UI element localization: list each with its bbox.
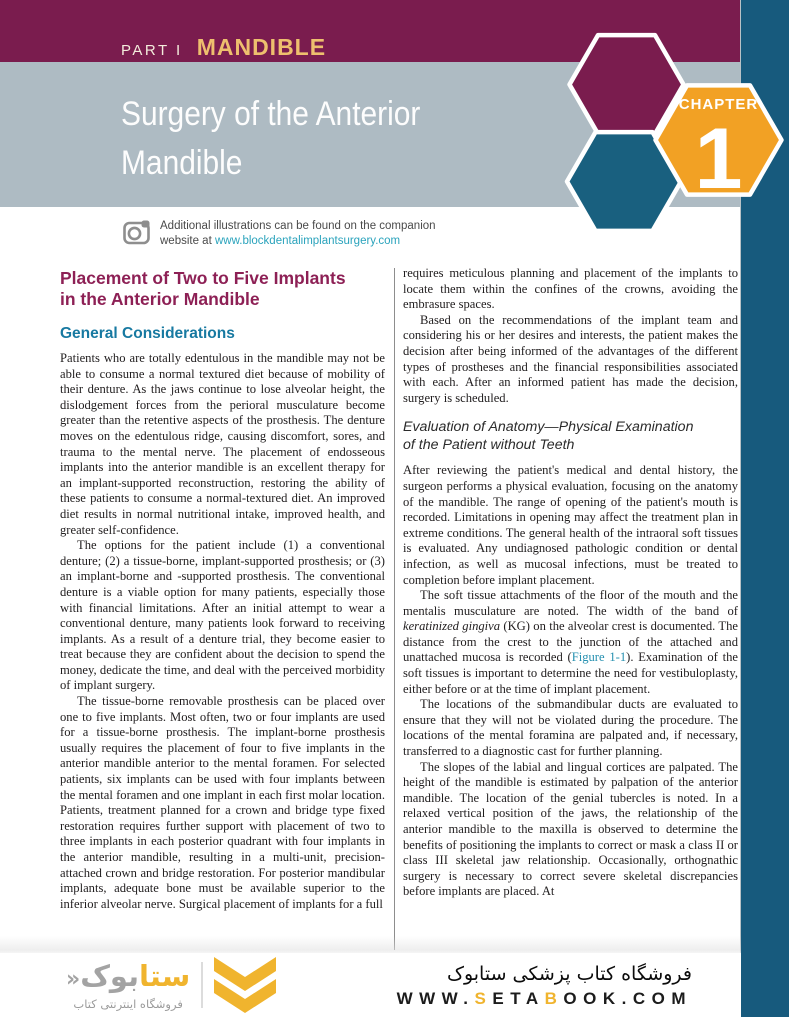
paragraph: requires meticulous planning and placement of the implants to locate them within the confines of the crowns, avoiding the embrasure spaces. <box>403 266 738 312</box>
footer-store-info <box>397 953 692 1017</box>
subsection-heading-evaluation-of-anatomy <box>403 419 738 454</box>
chapter-number: 1 <box>694 111 743 207</box>
paragraph: After reviewing the patient's medical and dental history, the surgeon performs a physical evaluation, focusing on the anatomy of the mandible. The range of opening of the patient's mouth is recorded. Limitations in opening may affect the treatment plan in extreme conditions. The general health of the intraoral soft tissues is evaluated. Any undiagnosed pathologic condition or dental infection, as well as mucosal infections, must be treated to completion before implant placement. <box>403 463 738 587</box>
store-title-farsi: فروشگاه کتاب پزشکی ستابوک <box>446 962 692 985</box>
paragraph: Based on the recommendations of the implant team and considering his or her desires and interests, the patient makes the decision after being informed of the advantages of the different types of prostheses and the financial responsibilities associated with each. After an informed patient has made the decision, surgery is scheduled. <box>403 312 738 405</box>
logo-wordmark <box>66 960 190 996</box>
part-line <box>121 34 326 61</box>
paragraph-text: (KG) on the alveolar crest is documented. The distance from the crest to the junction of the attached and unattached mucosa is recorded ( <box>403 619 738 665</box>
paragraph-text: The soft tissue attachments of the floor of the mouth and the mentalis musculature are noted. The width of the band of <box>403 588 738 618</box>
paragraph: The options for the patient include (1) a conventional denture; (2) a tissue-borne, implant-supported prosthesis; or (3) an implant-borne and -supported prosthesis. The conventional denture is a viable option for many patients, especially those with financial limitations. After an initial attempt to wear a conventional denture, many patients look forward to receiving implants. As a result of a denture trial, they become easier to treat because they are confident about the decision to spend the money, dedicate the time, and deal with the perceived morbidity of implant surgery. <box>60 538 385 693</box>
section-heading <box>60 268 385 310</box>
subsection-heading-general-considerations: General Considerations <box>60 325 235 342</box>
url-segment: OOK.COM <box>563 988 692 1008</box>
url-segment-accent: B <box>544 988 564 1008</box>
column-divider <box>394 268 395 950</box>
logo-word-first: ستا <box>138 958 191 993</box>
paragraph: The locations of the submandibular ducts are evaluated to ensure that they will not be violated during the procedure. The locations of the mental foramina are palpated and, if necessary, transferred to a diagnostic cast for further planning. <box>403 697 738 759</box>
article-body <box>60 266 738 950</box>
hexagon-cluster <box>550 20 789 245</box>
paragraph: The slopes of the labial and lingual cortices are palpated. The height of the mandible is estimated by palpation of the anterior mandible. The location of the genial tubercles is noted. In a relaxed vertical position of the jaws, the relationship of the anterior mandible to the maxilla is observed to determine the benefits of positioning the implants to correct or mask a class II or class III skeletal jaw relationship. Occasionally, orthognathic surgery is necessary to correct severe skeletal discrepancies before implants are placed. At <box>403 759 738 899</box>
logo-word-second: بوک <box>80 958 139 993</box>
page-title-line2: Mandible <box>121 144 243 182</box>
logo-wordmark-block <box>66 960 190 1011</box>
paragraph <box>403 588 738 697</box>
left-column <box>60 266 385 950</box>
paragraph-text: ). Examination of the soft tissues is important to determine the need for vestibuloplasty, either before or at the time of implant placement. <box>403 650 738 696</box>
part-label: PART I <box>121 42 183 59</box>
right-column <box>403 266 738 950</box>
page-title-line1: Surgery of the Anterior <box>121 95 421 133</box>
companion-website-link[interactable]: www.blockdentalimplantsurgery.com <box>214 234 401 247</box>
url-segment: WWW. <box>396 988 475 1008</box>
camera-icon <box>123 219 151 245</box>
subsection-heading-line2: of the Patient without Teeth <box>403 436 575 453</box>
url-segment-accent: S <box>474 988 493 1008</box>
paragraph: The tissue-borne removable prosthesis can be placed over one to five implants. Most often, two or four implants are used for a tissue-borne prosthesis. The implant-borne prosthesis usually requires the placement of four to five implants in the anterior mandible anterior to the mental foramen. For selected patients, six implants can be used with four implants between the mental foramen and one implant in each first molar location. Patients, treatment planned for a crown and bridge type fixed restoration requires further support with placement of two to three implants in each posterior quadrant with four implants in the anterior mandible, resulting in a multi-unit, precision-attached crown and bridge restoration. For posterior mandibular implants, adequate bone must be available superior to the inferior alveolar nerve. Surgical placement of implants for a full <box>60 694 385 911</box>
logo-guillemet-mark: « <box>66 966 81 992</box>
part-title: MANDIBLE <box>196 34 327 60</box>
italic-term-keratinized-gingiva: keratinized gingiva <box>403 619 501 634</box>
companion-text-prefix: Additional illustrations can be found on the companion website at <box>160 220 436 247</box>
figure-1-1-link[interactable]: Figure 1-1 <box>571 650 627 665</box>
companion-text <box>160 219 468 248</box>
subsection-heading-line1: Evaluation of Anatomy—Physical Examination <box>403 419 694 436</box>
section-heading-line2: in the Anterior Mandible <box>60 289 260 309</box>
logo-divider <box>201 962 203 1008</box>
companion-note <box>123 219 468 248</box>
setabook-logo[interactable] <box>66 955 276 1015</box>
section-heading-line1: Placement of Two to Five Implants <box>60 268 346 288</box>
page-title <box>121 90 420 188</box>
chapter-label: CHAPTER <box>678 96 759 113</box>
logo-subtitle: فروشگاه اینترنتی کتاب <box>73 996 183 1011</box>
bookstore-footer <box>0 953 741 1017</box>
url-segment: ETA <box>492 988 545 1008</box>
double-chevron-icon <box>214 956 276 1014</box>
paragraph: Patients who are totally edentulous in the mandible may not be able to consume a normal textured diet because of mobility of their denture. As the jaws continue to lose alveolar height, the dislodgement forces from the perioral musculature become greater than the retentive aspects of the prosthesis. The denture moves on the edentulous ridge, causing discomfort, sores, and trauma to the mental nerve. The placement of endosseous implants into the anterior mandible is an excellent therapy for an implant-supported reconstruction, restoring the ability of these patients to consume a normal-textured diet. An improved diet results in normal nutritional intake, improved health, and greater self-confidence. <box>60 351 385 537</box>
setabook-url[interactable] <box>397 989 692 1009</box>
